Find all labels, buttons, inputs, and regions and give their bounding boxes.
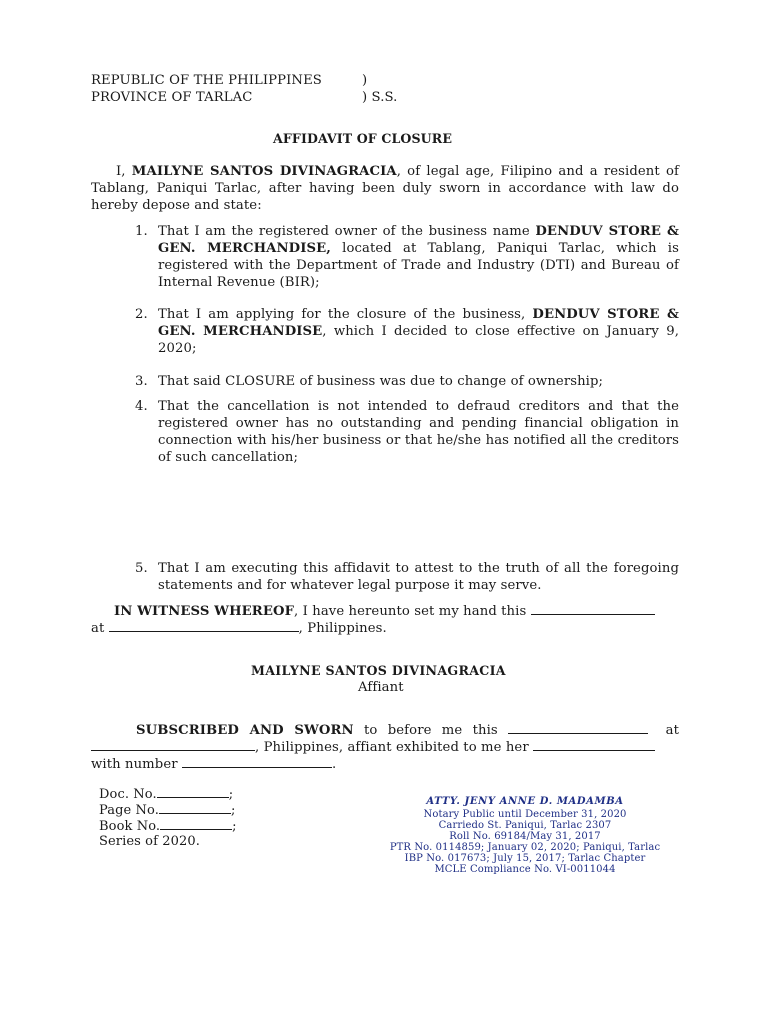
notary-line: Roll No. 69184/May 31, 2017 [449,831,601,842]
caption-province: PROVINCE OF TARLAC [91,90,253,105]
blank-place-line [109,620,299,632]
list-item-number: 3. [135,374,148,389]
notary-name: ATTY. JENY ANNE D. MADAMBA [426,796,624,807]
blank-book-no [160,818,232,830]
item-2-business-name: DENDUV STORE & GEN. MERCHANDISE [158,307,679,339]
witness-lead: IN WITNESS WHEREOF [114,604,295,619]
blank-doc-no [157,786,229,798]
item-2-a: That I am applying for the closure of the business, [158,307,533,322]
book-no-end: ; [232,819,237,834]
witness-text: , I have hereunto set my hand this [294,604,527,619]
list-item [135,223,679,291]
intro-paragraph [91,163,679,214]
caption-republic [91,72,322,89]
jurat-period: . [331,757,337,772]
jurat-lead: SUBSCRIBED AND SWORN [136,723,354,738]
doc-no-end: ; [228,787,234,802]
list-item [135,560,679,594]
item-1-a: That I am the registered owner of the business name [158,224,536,239]
witness-philippines: , Philippines. [298,621,387,636]
intro-affiant-name: MAILYNE SANTOS DIVINAGRACIA [131,164,397,179]
series: Series of 2020. [99,834,200,849]
blank-date-line [531,603,655,615]
intro-pre: I, [116,164,132,179]
doc-no [99,786,233,803]
list-item-text [158,306,679,357]
jurat-line2 [91,739,655,756]
notary-line: MCLE Compliance No. VI-0011044 [434,864,616,875]
jurat-line3 [91,756,336,773]
book-no [99,818,237,835]
document-title: AFFIDAVIT OF CLOSURE [273,131,453,146]
blank-number-line [182,756,332,768]
jurat-with-number: with number [91,757,178,772]
blank-jurat-date [508,722,648,734]
jurat-line1 [136,722,679,739]
affiant-role: Affiant [358,680,404,695]
page-no [99,802,235,819]
list-item-number: 2. [135,307,148,322]
blank-id-line [533,739,655,751]
list-item-number: 5. [135,561,148,576]
witness-at: at [91,621,105,636]
intro-post: , of legal age, Filipino and a resident of Tablang, Paniqui Tarlac, after having been duly sworn in accordance with law do hereby depose and state: [91,164,679,213]
notary-line: PTR No. 0114859; January 02, 2020; Paniqui, Tarlac [389,842,661,853]
jurat-text-2: , Philippines, affiant exhibited to me her [255,740,529,755]
book-no-label: Book No. [99,819,161,834]
list-item [135,398,679,466]
blank-jurat-place [91,739,255,751]
list-item-text [158,223,679,291]
caption-republic-text: REPUBLIC OF THE PHILIPPINES [91,73,322,88]
notary-stamp [372,796,678,875]
item-1-c: located at Tablang, Paniqui Tarlac, which is registered with the Department of Trade and Industry (DTI) and Bureau of Internal Revenue (BIR); [158,241,679,290]
witness-clause-line1 [114,603,655,620]
affiant-name: MAILYNE SANTOS DIVINAGRACIA [251,663,506,678]
witness-clause-line2 [91,620,387,637]
page-no-end: ; [230,803,236,818]
list-item-text: That I am executing this affidavit to attest to the truth of all the foregoing statements and for whatever legal purpose it may serve. [158,561,679,593]
list-item-number: 1. [135,224,148,239]
notary-line: Carriedo St. Paniqui, Tarlac 2307 [438,820,612,831]
caption-mark-1: ) [362,73,368,88]
item-2-c: , which I decided to close effective on January 9, 2020; [158,324,679,356]
item-1-business-name: DENDUV STORE & GEN. MERCHANDISE, [158,224,679,256]
doc-no-label: Doc. No. [99,787,157,802]
list-item-number: 4. [135,399,148,414]
notary-line: Notary Public until December 31, 2020 [423,809,627,820]
list-item [135,306,679,357]
list-item-text: That said CLOSURE of business was due to change of ownership; [158,374,604,389]
notary-line: IBP No. 017673; July 15, 2017; Tarlac Chapter [404,853,646,864]
caption-mark-2: ) S.S. [362,90,398,105]
jurat-text: to before me this [353,723,498,738]
page-no-label: Page No. [99,803,159,818]
list-item-text: That the cancellation is not intended to defraud creditors and that the registered owner has no outstanding and pending financial obligation in connection with his/her business or that he/she has notified all the creditors of such cancellation; [158,399,679,465]
blank-page-no [159,802,231,814]
jurat-at: at [665,723,679,738]
list-item [135,373,679,390]
